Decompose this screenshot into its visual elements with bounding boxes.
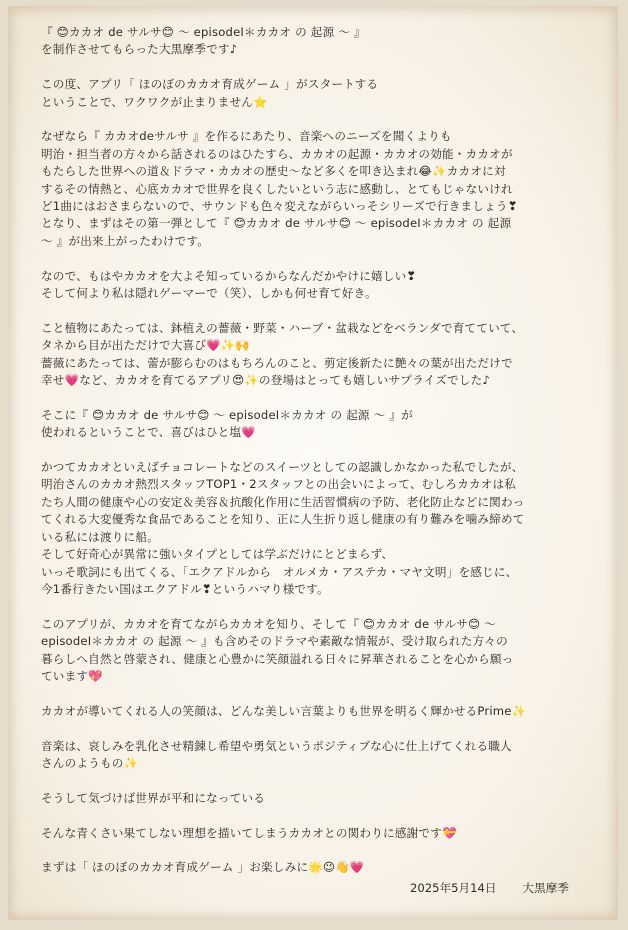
letter-line: もたらした世界への道＆ドラマ・カカオの歴史〜など多くを叩き込まれ😂✨カカオに対 — [41, 164, 506, 179]
letter-line: そして何より私は隠れゲーマーで（笑）、しかも何せ育て好き。 — [41, 286, 377, 301]
letter-line: ど1曲にはおさまらないので、サウンドも色々変えながらいっそシリーズで行きましょう❣ — [41, 199, 518, 214]
letter-line: そうして気づけば世界が平和になっている — [41, 790, 266, 805]
letter-line: この度、アプリ「 ほのぼのカカオ育成ゲーム 」がスタートする — [41, 77, 379, 92]
letter-line: なぜなら『 カカオdeサルサ 』を作るにあたり、音楽へのニーズを聞くよりも — [41, 129, 452, 144]
letter-line: このアプリが、カカオを育てながらカカオを知り、そして『 😊カカオ de サルサ😊 ～ — [41, 616, 496, 631]
letter-line: 暮らしへ自然と啓蒙され、健康と心豊かに笑顔溢れる日々に昇華されることを心から願っ — [41, 651, 514, 666]
letter-paragraph — [41, 859, 601, 876]
letter-line: たち人間の健康や心の安定＆美容＆抗酸化作用に生活習慣病の予防、老化防止などに関わっ — [41, 494, 525, 509]
letter-line: そんな青くさい果てしない理想を描いてしまうカカオとの関わりに感謝です💝 — [41, 825, 457, 840]
letter-paragraph — [41, 76, 601, 111]
letter-line: こと植物にあたっては、鉢植えの薔薇・野菜・ハーブ・盆栽などをベランダで育てていて、 — [41, 320, 524, 335]
letter-paragraph — [41, 320, 601, 390]
letter-line: なので、もはやカカオを大よそ知っているからなんだかやけに嬉しい❣ — [41, 268, 417, 283]
letter-line: 幸せ💗など、カカオを育てるアプリ😍✨の登場はとっても嬉しいサプライズでした♪ — [41, 373, 490, 388]
letter-paragraph — [41, 616, 601, 686]
letter-line: いる私には渡りに船。 — [41, 529, 159, 544]
letter-author: 大黒摩季 — [522, 881, 569, 895]
letter-line: かつてカカオといえばチョコレートなどのスイーツとしての認識しかなかった私でしたが、 — [41, 460, 524, 475]
letter-line: するその情熱と、心底カカオで世界を良くしたいという志に感動し、とてもじゃないけれ — [41, 181, 513, 196]
letter-paragraph — [41, 738, 601, 773]
letter-paragraph — [41, 24, 601, 59]
letter-line: ということで、ワクワクが止まりません⭐ — [41, 94, 268, 109]
letter-line: episodeⅠ＊カカオ の 起源 ～ 』も含めそのドラマや素敵な情報が、受け取られた方々の — [41, 634, 508, 649]
letter-line: タネから目が出ただけで大喜び💗✨🙌 — [41, 338, 251, 353]
letter-line: 明治さんのカカオ熱烈スタッフTOP1・2スタッフとの出会いによって、むしろカカオは私 — [41, 477, 517, 492]
letter-line: 使われるということで、喜びはひと塩💗 — [41, 425, 256, 440]
letter-line: ～ 』が出来上がったわけです。 — [41, 233, 210, 248]
letter-line: 『 😊カカオ de サルサ😊 ～ episodeⅠ＊カカオ の 起源 ～ 』 — [41, 25, 366, 39]
letter-line: てくれる大変優秀な食品であることを知り、正に人生折り返し健康の有り難みを噛み締めて — [41, 512, 525, 527]
letter-line: 明治・担当者の方々から話されるのはひたすら、カカオの起源・カカオの効能・カカオが — [41, 146, 513, 161]
letter-line: 薔薇にあたっては、蕾が膨らむのはもちろんのこと、剪定後新たに艶々の葉が出ただけで — [41, 355, 513, 370]
letter-line: となり、まずはその第一弾として『 😊カカオ de サルサ😊 ～ episodeⅠ＊カカオ の 起源 — [41, 216, 512, 231]
letter-line: ています💖 — [41, 668, 103, 683]
letter-line: いっそ歌詞にも出てくる、「エクアドルから オルメカ・アステカ・マヤ文明」を感じに、 — [41, 564, 518, 579]
letter-line: そして好奇心が異常に強いタイプとしては学ぶだけにとどまらず、 — [41, 547, 394, 562]
letter-paragraph — [41, 268, 601, 303]
letter-body — [41, 24, 601, 894]
signature — [410, 880, 610, 896]
letter-paragraph — [41, 703, 601, 720]
letter-paragraph — [41, 128, 601, 250]
letter-paragraph — [41, 790, 601, 807]
letter-paragraph — [41, 459, 601, 598]
letter-paragraph — [41, 825, 601, 842]
letter-paper — [8, 6, 618, 920]
letter-line: カカオが導いてくれる人の笑顔は、どんな美しい言葉よりも世界を明るく輝かせるPrime✨ — [41, 703, 527, 718]
letter-line: 今1番行きたい国はエクアドル❣というハマり様です。 — [41, 581, 329, 596]
letter-line: 音楽は、哀しみを乳化させ精錬し希望や勇気というポジティブな心に仕上げてくれる職人 — [41, 738, 512, 753]
letter-line: まずは「 ほのぼのカカオ育成ゲーム 」お楽しみに🌟😉👋💗 — [41, 860, 365, 875]
letter-line: さんのようもの✨ — [41, 755, 139, 770]
letter-date: 2025年5月14日 — [410, 881, 497, 895]
letter-line: そこに『 😊カカオ de サルサ😊 ～ episodeⅠ＊カカオ の 起源 ～ 』が — [41, 407, 413, 422]
letter-line: を制作させてもらった大黒摩季です♪ — [41, 42, 238, 57]
letter-paragraph — [41, 407, 601, 442]
